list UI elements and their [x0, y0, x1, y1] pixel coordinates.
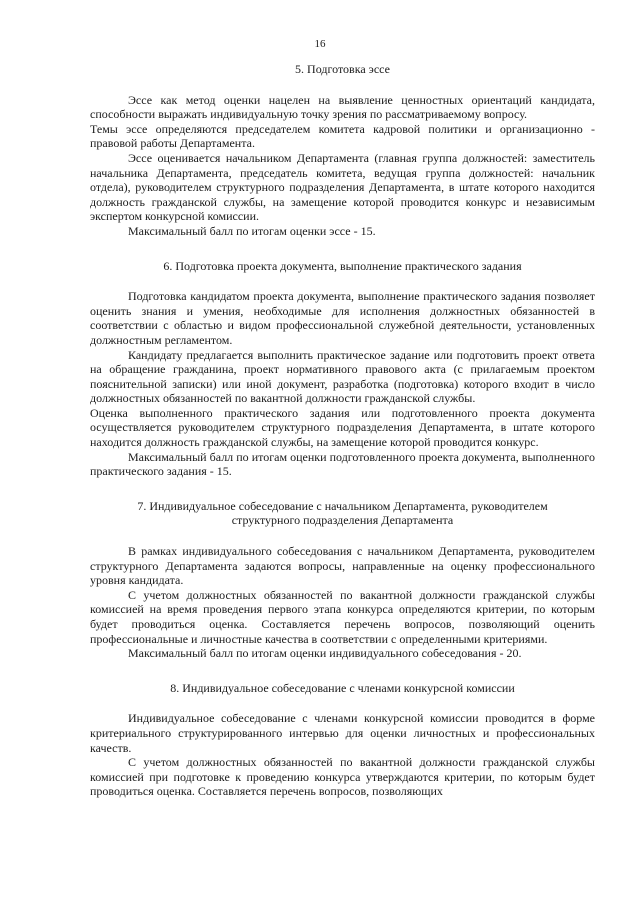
section-7-paragraph: С учетом должностных обязанностей по вакантной должности гражданской службы комиссией на время проведения первого этапа конкурса определяются критерии, по которым будет проводиться оценка. Составляется перечень вопросов, позволяющий оценить профессиональные и личностные качества в соответствии с определенными критериями. — [90, 587, 595, 646]
page-number: 16 — [314, 38, 326, 50]
section-6-paragraph: Подготовка кандидатом проекта документа, выполнение практического задания позволяет оценить знания и умения, необходимые для исполнения должностных обязанностей в соответствии с областью и видом профессиональной служебной деятельности, установленных должностным регламентом. — [90, 289, 595, 347]
section-7-heading: 7. Индивидуальное собеседование с начальником Департамента, руководителем структурного подразделения Департамента — [137, 498, 548, 528]
section-5-paragraph: Эссе как метод оценки нацелен на выявление ценностных ориентаций кандидата, способности выражать индивидуальную точку зрения по рассматриваемому вопросу. — [90, 92, 595, 122]
section-8-paragraph: Индивидуальное собеседование с членами конкурсной комиссии проводится в форме критериального структурированного интервью для оценки личностных и профессиональных качеств. — [90, 711, 595, 755]
section-7-max-score: Максимальный балл по итогам оценки индивидуального собеседования - 20. — [128, 646, 522, 661]
section-8-paragraph: С учетом должностных обязанностей по вакантной должности гражданской службы комиссией при подготовке к проведению конкурса утверждаются критерии, по которым будет проводиться оценка. Составляется перечень вопросов, позволяющих — [90, 755, 595, 799]
section-6-paragraph: Оценка выполненного практического задания или подготовленного проекта документа осуществляется руководителем структурного подразделения Департамента, в штате которого находится должность гражданской службы, на замещение которой проводится конкурс. — [90, 405, 595, 450]
section-8-heading: 8. Индивидуальное собеседование с членами конкурсной комиссии — [170, 680, 515, 695]
section-5-max-score: Максимальный балл по итогам оценки эссе - 15. — [128, 223, 376, 238]
section-6-max-score: Максимальный балл по итогам оценки подготовленного проекта документа, выполненного практического задания - 15. — [90, 449, 595, 479]
document-body — [90, 62, 595, 799]
section-7-paragraph: В рамках индивидуального собеседования с начальником Департамента, руководителем структурного Департамента задаются вопросы, направленные на оценку профессионального уровня кандидата. — [90, 544, 595, 588]
section-5-paragraph: Эссе оценивается начальником Департамента (главная группа должностей: заместитель начальника Департамента, председатель комитета, ведущая группа должностей: начальник отдела), руководителем структурного подразделения Департамента, в штате которого находится должность гражданской службы, на замещение которой проводится конкурс и независимым экспертом конкурсной комиссии. — [90, 150, 595, 224]
section-5-paragraph: Темы эссе определяются председателем комитета кадровой политики и организационно - правовой работы Департамента. — [90, 121, 595, 151]
section-6-heading: 6. Подготовка проекта документа, выполнение практического задания — [163, 258, 522, 273]
section-5-heading: 5. Подготовка эссе — [295, 62, 390, 76]
section-6-paragraph: Кандидату предлагается выполнить практическое задание или подготовить проект ответа на обращение гражданина, проект нормативного правового акта (с прилагаемым проектом пояснительной записки) или иной документ, разработка (подготовка) которого входит в число должностных обязанностей по вакантной должности гражданской службы. — [90, 347, 595, 406]
